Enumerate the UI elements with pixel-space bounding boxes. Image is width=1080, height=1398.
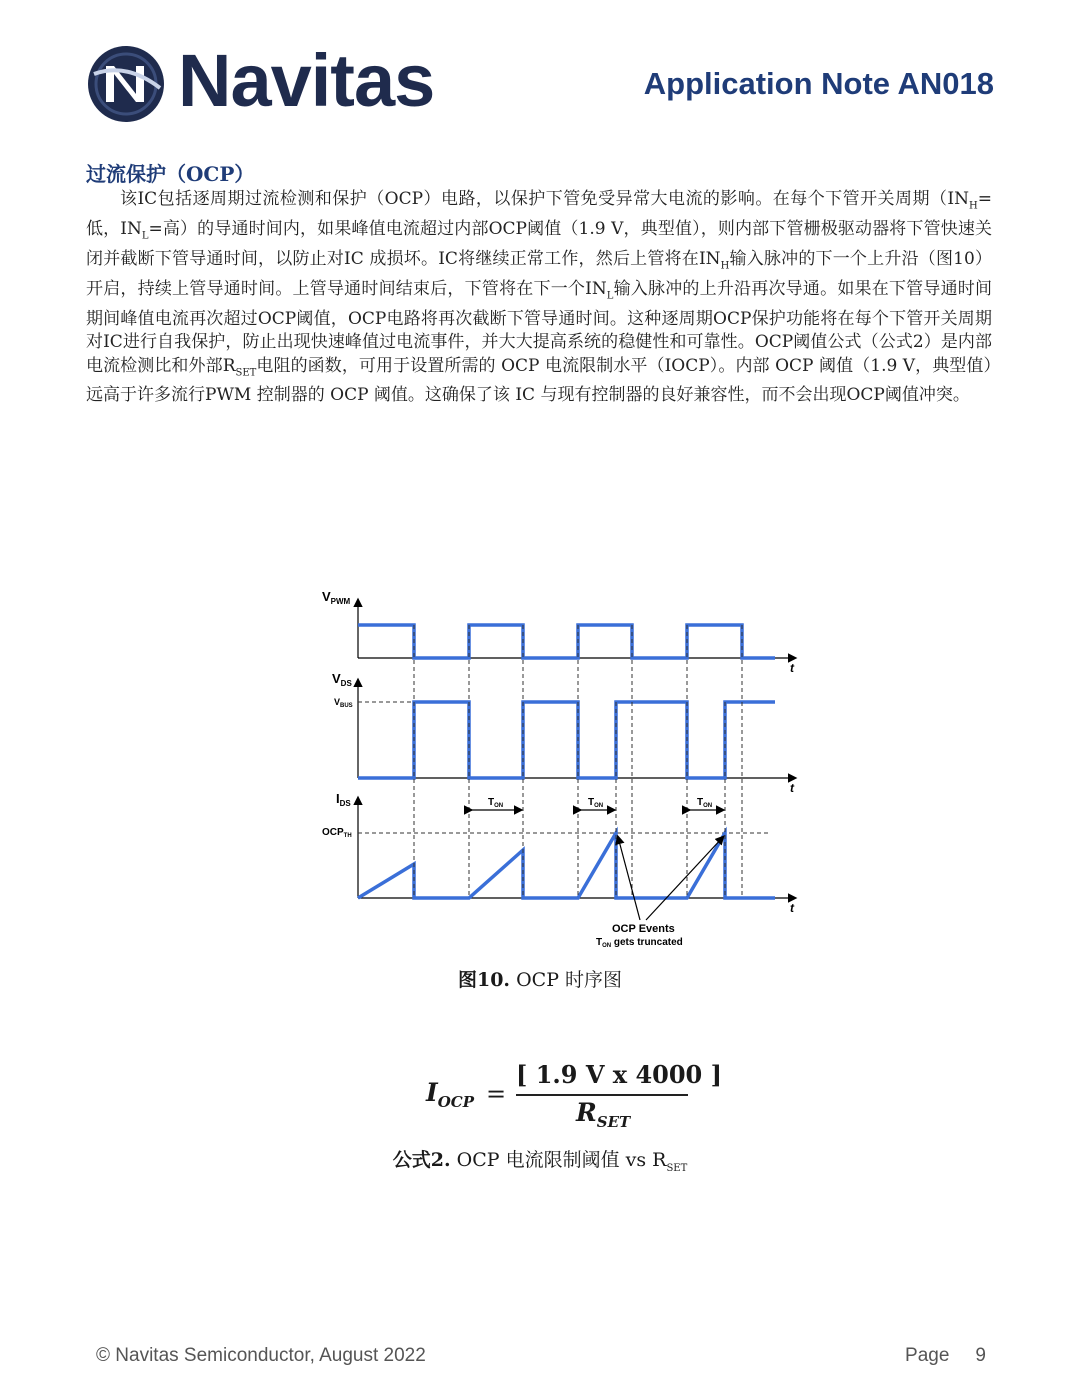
vds-trace — [358, 702, 775, 778]
ton-label-1: $T_{ON}$ — [488, 797, 504, 809]
equation-caption — [0, 1145, 1080, 1174]
text-run: =低，IN — [86, 189, 992, 239]
subscript: L — [606, 290, 614, 302]
t-label-1: t — [790, 661, 794, 675]
ocp-threshold-label: $OCP_{TH}$ — [322, 827, 352, 839]
edge-guides — [414, 625, 742, 898]
navitas-emblem-icon — [86, 44, 166, 124]
ton-label-2: $T_{ON}$ — [588, 797, 604, 809]
t-label-2: t — [790, 781, 794, 795]
text-run: =高）的导通时间内，如果峰值电流超过内部OCP阈值（1.9 V，典型值），则内部下管栅极驱动器将下管快速关闭并截断下管导通时间，以防止对IC 成损坏。IC将继续正常工作，然后上管将在IN — [86, 218, 992, 269]
formula-numerator: [ 1.9 V x 4000 ] — [516, 1060, 722, 1089]
text-run: 该IC包括逐周期过流检测和保护（OCP）电路，以保护下管免受异常大电流的影响。在每个下管开关周期（IN — [120, 189, 970, 209]
equation-subscript: SET — [666, 1162, 688, 1174]
text-run: 输入脉冲的上升沿再次导通。如果在下管导通时间期间峰值电流再次超过OCP阈值，OCP电路将再次截断下管导通时间。这种逐周期OCP保护功能将在每个下管开关周期对IC进行自我保护，防止出现快速峰值过电流事件，并大大提高系统的稳健性和可靠性。OCP阈值公式（公式2）是内部电流检测比和外部R — [86, 278, 993, 376]
subscript: H — [969, 200, 978, 212]
vbus-label: $V_{BUS}$ — [334, 697, 353, 709]
subscript: SET — [235, 366, 257, 378]
document-title: Application Note AN018 — [643, 66, 994, 101]
ids-label: $I_{DS}$ — [336, 791, 351, 808]
equation-number: 公式2. — [392, 1149, 451, 1171]
formula-lhs: $I_{OCP}$ — [426, 1078, 474, 1111]
equation-title: OCP 电流限制阈值 vs R — [456, 1149, 667, 1171]
ocp-event-pointers — [618, 837, 723, 920]
ids-trace — [358, 833, 775, 898]
ocp-timing-diagram — [310, 588, 810, 960]
text-run: 输入脉冲的下一个上升沿（图10）开启，持续上管导通时间。上管导通时间结束后，下管将在下一个IN — [86, 248, 992, 299]
ocp-events-label: OCP Events — [612, 923, 675, 935]
ton-truncated-label: $T_{ON}$ gets truncated — [596, 937, 683, 949]
fraction-bar — [516, 1094, 688, 1096]
text-run: 电阻的函数，可用于设置所需的 OCP 电流限制水平（IOCP）。内部 OCP 阈值（1.9 V，典型值）远高于许多流行PWM 控制器的 OCP 阈值。这确保了该 IC 与现有控制器的良好兼容性，而不会出现OCP阈值冲突。 — [86, 355, 992, 406]
ocp-formula — [420, 1058, 720, 1138]
vds-label: $V_{DS}$ — [332, 671, 352, 688]
t-label-3: t — [790, 901, 794, 915]
subscript: H — [720, 260, 730, 272]
formula-equals: = — [486, 1080, 507, 1108]
footer-copyright: © Navitas Semiconductor, August 2022 — [96, 1345, 426, 1366]
brand-name: Navitas — [178, 39, 435, 122]
subscript: L — [141, 230, 149, 242]
ton-label-3: $T_{ON}$ — [697, 797, 713, 809]
navitas-logo — [86, 39, 466, 128]
vpwm-label: $V_{PWM}$ — [322, 589, 351, 606]
footer-page — [905, 1345, 986, 1367]
page-label: Page — [905, 1345, 950, 1366]
figure-title: OCP 时序图 — [516, 969, 623, 991]
vpwm-trace — [358, 625, 775, 658]
body-paragraph — [86, 188, 992, 408]
formula-denominator: $R_{SET}$ — [576, 1098, 631, 1131]
figure-number: 图10. — [457, 969, 511, 991]
figure-caption — [0, 965, 1080, 992]
page-number: 9 — [975, 1345, 986, 1366]
section-heading: 过流保护（OCP） — [86, 162, 255, 186]
